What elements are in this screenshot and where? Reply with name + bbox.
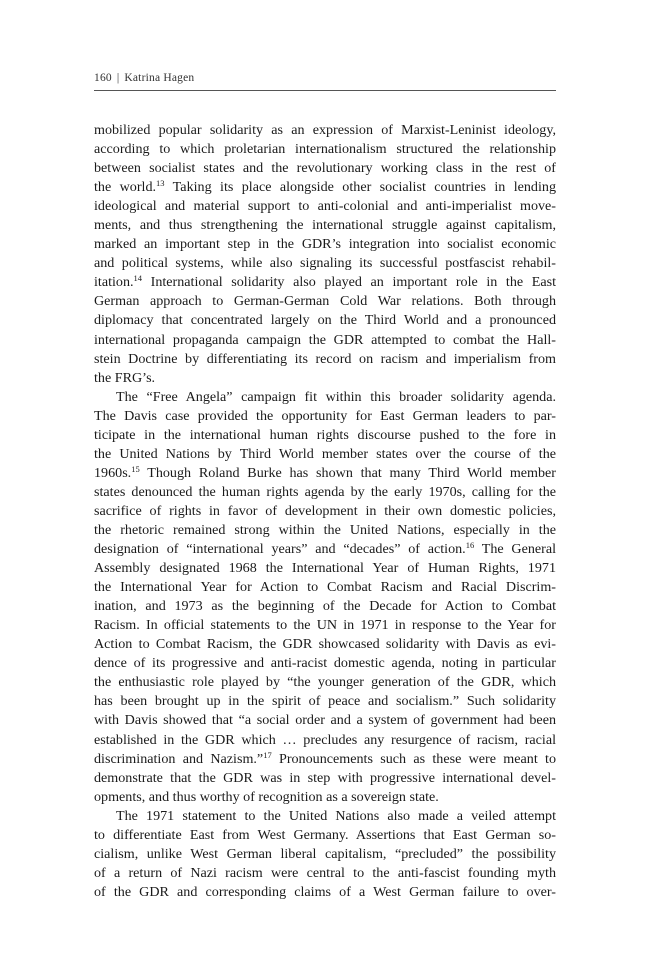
text-line <box>94 216 556 235</box>
line-text: according to which proletarian internationalism structured the relationship <box>94 141 556 158</box>
line-text: and political systems, while also signaling its successful postfascist rehabil- <box>94 255 556 272</box>
text-line <box>94 711 556 730</box>
text-line <box>94 273 556 292</box>
text-line <box>94 121 556 140</box>
line-text: between socialist states and the revolutionary working class in the rest of <box>94 160 556 177</box>
line-text-after-note: The General <box>474 541 557 558</box>
line-text-after-note: International solidarity also played an important role in the East <box>142 274 556 291</box>
line-text: marked an important step in the GDR’s integration into socialist economic <box>94 236 556 253</box>
line-text: ticipate in the international human rights discourse pushed to the fore in <box>94 426 556 443</box>
text-line <box>94 540 556 559</box>
line-text: itation. <box>94 274 134 291</box>
line-text-after-note: Taking its place alongside other socialist countries in lending <box>164 179 556 196</box>
line-text: Action to Combat Racism, the GDR showcased solidarity with Davis as evi- <box>94 636 556 653</box>
text-line <box>94 311 556 330</box>
text-line <box>94 483 556 502</box>
line-text: ideological and material support to anti-colonial and anti-imperialist move- <box>94 198 556 215</box>
header-rule <box>94 90 556 91</box>
line-text: of the GDR and corresponding claims of a West German failure to over- <box>94 883 556 900</box>
line-text: cialism, unlike West German liberal capitalism, “precluded” the possibility <box>94 845 556 862</box>
text-line <box>94 654 556 673</box>
text-line <box>94 197 556 216</box>
text-line <box>94 807 556 826</box>
text-line <box>94 407 556 426</box>
line-text: ination, and 1973 as the beginning of the Decade for Action to Combat <box>94 598 556 615</box>
text-line <box>94 388 556 407</box>
text-line <box>94 673 556 692</box>
line-text: sacrifice of rights in favor of development in their own domestic policies, <box>94 502 556 519</box>
line-text: established in the GDR which … precludes any resurgence of racism, racial <box>94 731 556 748</box>
line-text-after-note: Pronouncements such as these were meant to <box>271 750 556 767</box>
line-text: ments, and thus strengthening the international struggle against capitalism, <box>94 217 556 234</box>
text-line <box>94 826 556 845</box>
text-line <box>94 616 556 635</box>
text-line <box>94 502 556 521</box>
body-text <box>94 121 556 902</box>
text-line <box>94 845 556 864</box>
line-text: stein Doctrine by differentiating its record on racism and imperialism from <box>94 350 556 367</box>
header-separator: | <box>116 72 120 84</box>
text-line <box>94 635 556 654</box>
line-text: opments, and thus worthy of recognition as a sovereign state. <box>94 788 439 805</box>
text-line <box>94 369 556 388</box>
line-text: dence of its progressive and anti-racist domestic agenda, noting in particular <box>94 655 556 672</box>
text-line <box>94 350 556 369</box>
text-line <box>94 883 556 902</box>
line-text: international propaganda campaign the GDR attempted to combat the Hall- <box>94 331 556 348</box>
line-text-after-note: Though Roland Burke has shown that many Third World member <box>139 464 556 481</box>
line-text: diplomacy that concentrated largely on the Third World and a pronounced <box>94 312 556 329</box>
line-text: to differentiate East from West Germany. Assertions that East German so- <box>94 826 556 843</box>
line-text: states denounced the human rights agenda by the early 1970s, calling for the <box>94 483 556 500</box>
text-line <box>94 578 556 597</box>
text-line <box>94 864 556 883</box>
text-line <box>94 235 556 254</box>
line-text: the world. <box>94 179 157 196</box>
line-text: demonstrate that the GDR was in step with progressive international devel- <box>94 769 556 786</box>
text-line <box>94 178 556 197</box>
text-line <box>94 731 556 750</box>
page-number: 160 <box>94 72 112 84</box>
running-header <box>94 72 194 84</box>
footnote-marker: 16 <box>465 540 475 551</box>
text-line <box>94 692 556 711</box>
text-line <box>94 292 556 311</box>
footnote-marker: 14 <box>133 273 143 284</box>
footnote-marker: 13 <box>156 178 165 189</box>
line-text: the enthusiastic role played by “the younger generation of the GDR, which <box>94 674 556 691</box>
line-text: designation of “international years” and “decades” of action. <box>94 541 466 558</box>
text-line <box>94 254 556 273</box>
line-text: 1960s. <box>94 464 132 481</box>
text-line <box>94 464 556 483</box>
line-text: the United Nations by Third World member states over the course of the <box>94 445 556 462</box>
line-text: German approach to German-German Cold War relations. Both through <box>94 293 556 310</box>
text-line <box>94 597 556 616</box>
footnote-marker: 15 <box>131 463 140 474</box>
running-head-author: Katrina Hagen <box>124 72 195 84</box>
line-text: The “Free Angela” campaign fit within this broader solidarity agenda. <box>116 388 556 405</box>
footnote-marker: 17 <box>263 749 272 760</box>
line-text: The Davis case provided the opportunity for East German leaders to par- <box>94 407 556 424</box>
line-text: of a return of Nazi racism were central to the anti-fascist founding myth <box>94 864 556 881</box>
text-line <box>94 445 556 464</box>
line-text: the FRG’s. <box>94 369 156 386</box>
line-text: Assembly designated 1968 the International Year of Human Rights, 1971 <box>94 560 556 577</box>
line-text: with Davis showed that “a social order and a system of government had been <box>94 712 556 729</box>
text-line <box>94 769 556 788</box>
text-line <box>94 788 556 807</box>
line-text: discrimination and Nazism.” <box>94 750 264 767</box>
line-text: has been brought up in the spirit of peace and socialism.” Such solidarity <box>94 693 556 710</box>
text-line <box>94 140 556 159</box>
text-line <box>94 750 556 769</box>
line-text: the International Year for Action to Combat Racism and Racial Discrim- <box>94 579 556 596</box>
text-line <box>94 559 556 578</box>
text-line <box>94 426 556 445</box>
text-line <box>94 331 556 350</box>
line-text: Racism. In official statements to the UN in 1971 in response to the Year for <box>94 617 556 634</box>
line-text: the rhetoric remained strong within the United Nations, especially in the <box>94 521 556 538</box>
text-line <box>94 159 556 178</box>
line-text: The 1971 statement to the United Nations also made a veiled attempt <box>116 807 556 824</box>
line-text: mobilized popular solidarity as an expression of Marxist-Leninist ideology, <box>94 122 556 138</box>
text-line <box>94 521 556 540</box>
